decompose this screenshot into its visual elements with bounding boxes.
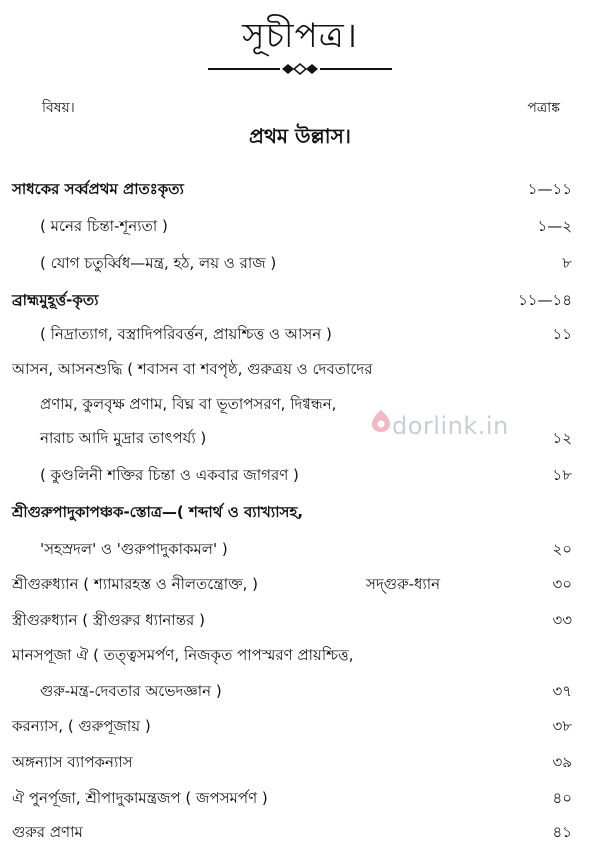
- entry-text: আসন, আসনশুদ্ধি ( শবাসন বা শবপৃষ্ঠ, গুরুত্রয় ও দেবতাদের: [12, 360, 373, 378]
- entry-page: ১১: [552, 325, 572, 343]
- entry-text: সাধকের সর্ব্বপ্রথম প্রাতঃকৃত্য: [12, 180, 184, 198]
- entry-text: স্ত্রীগুরুধ্যান ( স্ত্রীগুরুর ধ্যানান্তর ): [12, 611, 205, 629]
- entry-page: ১৮: [552, 466, 572, 484]
- entry-text: গুরু-মন্ত্র-দেবতার অভেদজ্ঞান ): [40, 682, 222, 700]
- toc-entry: [0, 355, 600, 383]
- toc-entry: [0, 212, 600, 240]
- toc-entry: [0, 535, 600, 563]
- toc-entry: [0, 677, 600, 705]
- toc-entry: [0, 641, 600, 669]
- entry-text: শ্রীগুরুপাদুকাপঞ্চক-স্তোত্র—( শব্দার্থ ও ব্যাখ্যাসহ,: [12, 503, 304, 521]
- entry-page: ৩৩: [552, 611, 572, 629]
- entry-page: ১—১১: [527, 180, 572, 198]
- entry-page: ৪১: [552, 823, 572, 841]
- entry-text: ( যোগ চতুর্ব্বিধ—মন্ত্র, হঠ, লয় ও রাজ ): [40, 254, 277, 272]
- entry-text: গুরুর প্রণাম: [12, 823, 83, 841]
- watermark-logo-icon: [370, 408, 392, 434]
- ornament-divider: [208, 62, 392, 76]
- entry-text: ( কুণ্ডলিনী শক্তির চিন্তা ও একবার জাগরণ ): [40, 466, 299, 484]
- entry-page: ৮: [562, 254, 572, 272]
- entry-page: ১১—১৪: [518, 291, 572, 309]
- entry-text: ঐ পুনর্পূজা, শ্রীপাদুকামন্ত্রজপ ( জপসমর্পণ ): [12, 789, 268, 807]
- page-title: সূচীপত্র।: [242, 16, 358, 56]
- entry-extra-text: সদ্গুরু-ধ্যান: [366, 575, 441, 593]
- toc-entry: [0, 286, 600, 314]
- entry-page: ৩০: [552, 575, 572, 593]
- entry-page: ৩৮: [552, 717, 572, 735]
- toc-entry: [0, 461, 600, 489]
- section-heading: প্রথম উল্লাস।: [249, 124, 351, 148]
- toc-entry: [0, 249, 600, 277]
- toc-entry: [0, 818, 600, 846]
- entry-text: নারাচ আদি মুদ্রার তাৎপর্য্য ): [40, 429, 207, 447]
- entry-text: ব্রাহ্মমুহূর্ত্ত-কৃত্য: [12, 291, 99, 309]
- toc-entry: [0, 498, 600, 526]
- entry-text: অঙ্গন্যাস ব্যাপকন্যাস: [12, 753, 133, 771]
- toc-entry: [0, 320, 600, 348]
- entry-text: করন্যাস, ( গুরুপূজায় ): [12, 717, 151, 735]
- entry-page: ১—২: [537, 217, 572, 235]
- toc-entry: [0, 784, 600, 812]
- toc-entry: [0, 175, 600, 203]
- toc-entry: [0, 606, 600, 634]
- watermark-text: dorlink.in: [392, 412, 509, 440]
- entry-text: 'সহস্রদল' ও 'গুরুপাদুকাকমল' ): [40, 540, 228, 558]
- entry-page: ৪০: [552, 789, 572, 807]
- entry-text: শ্রীগুরুধ্যান ( শ্যামারহস্ত ও নীলতন্ত্রোক্ত, ): [12, 575, 259, 593]
- entry-text: ( মনের চিন্তা-শূন্যতা ): [40, 217, 168, 235]
- toc-entry: [0, 390, 600, 418]
- entry-text: ( নিদ্রাত্যাগ, বস্ত্রাদিপরিবর্ত্তন, প্রায়শ্চিত্ত ও আসন ): [40, 325, 332, 343]
- entry-text: প্রণাম, কুলবৃক্ষ প্রণাম, বিঘ্ন বা ভূতাপসরণ, দিগ্বন্ধন,: [40, 395, 337, 413]
- entry-page: ২০: [552, 540, 572, 558]
- toc-entry: [0, 748, 600, 776]
- entry-page: ৩৯: [552, 753, 572, 771]
- toc-entry: [0, 712, 600, 740]
- toc-entry: [0, 570, 600, 598]
- toc-entry: [0, 424, 600, 452]
- column-header-page: পত্রাঙ্ক: [527, 100, 560, 116]
- entry-page: ১২: [552, 429, 572, 447]
- entry-page: ৩৭: [552, 682, 572, 700]
- column-header-subject: বিষয়।: [42, 100, 75, 116]
- entry-text: মানসপূজা ঐ ( তত্ত্বসমর্পণ, নিজকৃত পাপস্মরণ প্রায়শ্চিত্ত,: [12, 646, 354, 664]
